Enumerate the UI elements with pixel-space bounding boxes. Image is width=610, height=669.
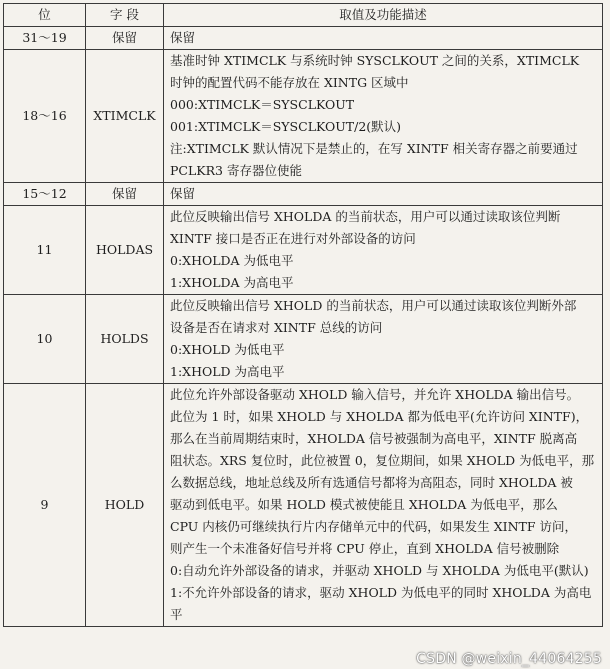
desc-line: 1:不允许外部设备的请求，驱动 XHOLD 为低电平的同时 XHOLDA 为高电平 [170, 585, 592, 622]
cell-description [164, 50, 603, 183]
cell-description [164, 295, 603, 384]
cell-description [164, 206, 603, 295]
desc-line: XINTF 接口是否正在进行对外部设备的访问 [170, 231, 416, 246]
csdn-watermark: CSDN @weixin_44064255 [416, 651, 602, 667]
table-row [4, 384, 603, 627]
cell-field: 保留 [86, 183, 164, 206]
cell-description [164, 384, 603, 627]
table-row [4, 27, 603, 50]
cell-field: HOLDS [86, 295, 164, 384]
cell-field: HOLDAS [86, 206, 164, 295]
desc-line: 保留 [170, 186, 196, 201]
cell-description [164, 27, 603, 50]
header-description: 取值及功能描述 [164, 4, 603, 27]
desc-line: 000:XTIMCLK＝SYSCLKOUT [170, 97, 355, 112]
table-header-row [4, 4, 603, 27]
desc-line: 驱动到低电平。如果 HOLD 模式被使能且 XHOLDA 为低电平，那么 [170, 497, 558, 512]
desc-line: PCLKR3 寄存器位使能 [170, 163, 302, 178]
cell-bit: 18～16 [4, 50, 86, 183]
desc-line: 么数据总线，地址总线及所有选通信号都将为高阻态，同时 XHOLDA 被 [170, 475, 573, 490]
desc-line: 0:自动允许外部设备的请求，并驱动 XHOLD 与 XHOLDA 为低电平(默认) [170, 563, 589, 578]
desc-line: 1:XHOLDA 为高电平 [170, 275, 294, 290]
desc-line: 001:XTIMCLK＝SYSCLKOUT/2(默认) [170, 119, 402, 134]
desc-line: 保留 [170, 30, 196, 45]
cell-field: HOLD [86, 384, 164, 627]
desc-line: 时钟的配置代码不能存放在 XINTG 区域中 [170, 75, 409, 90]
cell-bit: 15～12 [4, 183, 86, 206]
desc-line: 设备是否在请求对 XINTF 总线的访问 [170, 320, 383, 335]
desc-line: 0:XHOLD 为低电平 [170, 342, 285, 357]
desc-line: 此位反映输出信号 XHOLD 的当前状态，用户可以通过读取该位判断外部 [170, 298, 577, 313]
desc-line: 注:XTIMCLK 默认情况下是禁止的，在写 XINTF 相关寄存器之前要通过 [170, 141, 578, 156]
table-row [4, 50, 603, 183]
desc-line: 基准时钟 XTIMCLK 与系统时钟 SYSCLKOUT 之间的关系，XTIMCLK [170, 53, 580, 68]
cell-bit: 10 [4, 295, 86, 384]
header-field: 字 段 [86, 4, 164, 27]
register-bit-table [3, 3, 603, 627]
cell-bit: 11 [4, 206, 86, 295]
cell-field: XTIMCLK [86, 50, 164, 183]
cell-field: 保留 [86, 27, 164, 50]
cell-bit: 9 [4, 384, 86, 627]
cell-bit: 31～19 [4, 27, 86, 50]
desc-line: 那么在当前周期结束时，XHOLDA 信号被强制为高电平，XINTF 脱离高 [170, 431, 578, 446]
desc-line: 阻状态。XRS 复位时，此位被置 0，复位期间，如果 XHOLD 为低电平，那 [170, 453, 595, 468]
desc-line: 此位为 1 时，如果 XHOLD 与 XHOLDA 都为低电平(允许访问 XINTF)， [170, 409, 589, 424]
cell-description [164, 183, 603, 206]
header-bit: 位 [4, 4, 86, 27]
desc-line: 此位反映输出信号 XHOLDA 的当前状态，用户可以通过读取该位判断 [170, 209, 561, 224]
desc-line: 此位允许外部设备驱动 XHOLD 输入信号，并允许 XHOLDA 输出信号。 [170, 387, 580, 402]
table-row [4, 183, 603, 206]
desc-line: 1:XHOLD 为高电平 [170, 364, 285, 379]
desc-line: 0:XHOLDA 为低电平 [170, 253, 294, 268]
table-row [4, 206, 603, 295]
table-row [4, 295, 603, 384]
desc-line: CPU 内核仍可继续执行片内存储单元中的代码，如果发生 XINTF 访问， [170, 519, 577, 534]
desc-line: 则产生一个未准备好信号并将 CPU 停止，直到 XHOLDA 信号被删除 [170, 541, 560, 556]
